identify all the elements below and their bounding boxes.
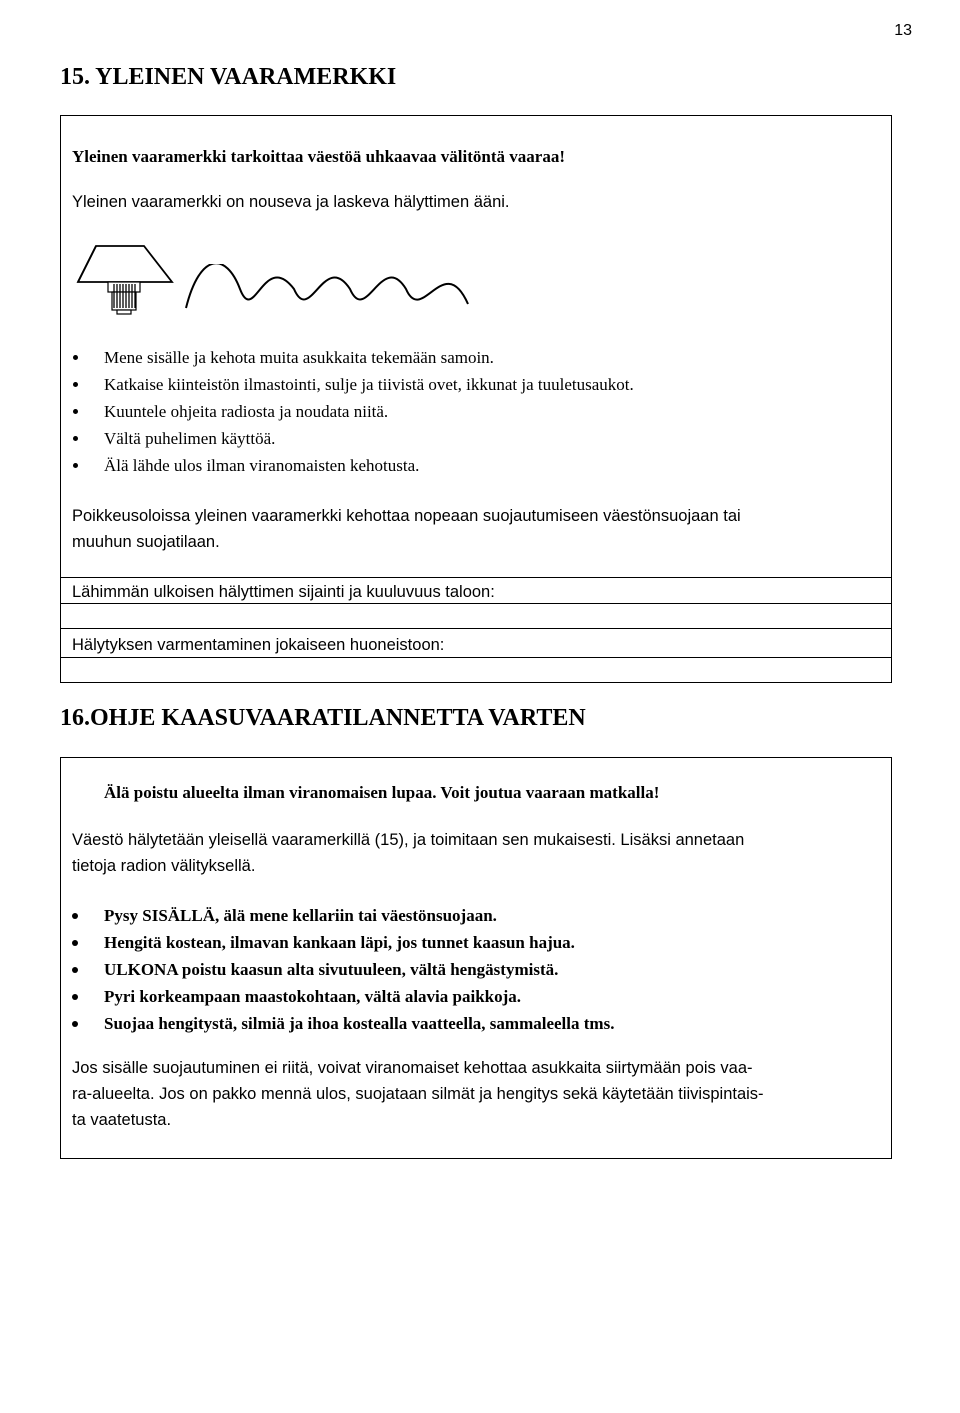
list-item: Pyri korkeampaan maastokohtaan, vältä alavia paikkoja. <box>62 983 614 1010</box>
list-item: Hengitä kostean, ilmavan kankaan läpi, jos tunnet kaasun hajua. <box>62 929 614 956</box>
list-item: Kuuntele ohjeita radiosta ja noudata niitä. <box>62 398 634 425</box>
section-16-warning: Älä poistu alueelta ilman viranomaisen lupaa. Voit joutua vaaraan matkalla! <box>104 783 660 802</box>
section-16-closing-line-2: ra-alueelta. Jos on pakko mennä ulos, suojataan silmät ja hengitys sekä käytetään tiivispintais- <box>72 1085 764 1103</box>
section-16-closing-line-1: Jos sisälle suojautuminen ei riitä, voivat viranomaiset kehottaa asukkaita siirtymään pois vaa- <box>72 1059 753 1077</box>
list-item: Mene sisälle ja kehota muita asukkaita tekemään samoin. <box>62 344 634 371</box>
section-16-closing-line-3: ta vaatetusta. <box>72 1111 172 1129</box>
section-15-exception-line-2: muuhun suojatilaan. <box>72 533 220 551</box>
section-15-intro-regular: Yleinen vaaramerkki on nouseva ja laskeva hälyttimen ääni. <box>72 193 510 211</box>
section-15-intro-bold: Yleinen vaaramerkki tarkoittaa väestöä uhkaavaa välitöntä vaaraa! <box>72 147 565 166</box>
divider <box>60 628 892 629</box>
divider <box>60 577 892 578</box>
section-15-title: 15. YLEINEN VAARAMERKKI <box>60 64 397 90</box>
section-15-bullet-list <box>62 344 634 479</box>
section-16-title: 16.OHJE KAASUVAARATILANNETTA VARTEN <box>60 705 586 731</box>
section-15-exception-line-1: Poikkeusoloissa yleinen vaaramerkki kehottaa nopeaan suojautumiseen väestönsuojaan tai <box>72 507 741 525</box>
section-16-info-line-2: tietoja radion välityksellä. <box>72 857 256 875</box>
section-16-bullet-list <box>62 902 614 1037</box>
siren-icon <box>76 244 176 320</box>
alarm-verification-line <box>60 657 892 658</box>
list-item: Suojaa hengitystä, silmiä ja ihoa kostealla vaatteella, sammaleella tms. <box>62 1010 614 1037</box>
list-item: Älä lähde ulos ilman viranomaisten kehotusta. <box>62 452 634 479</box>
list-item: Pysy SISÄLLÄ, älä mene kellariin tai väestönsuojaan. <box>62 902 614 929</box>
list-item: Vältä puhelimen käyttöä. <box>62 425 634 452</box>
wave-signal-icon <box>182 264 476 314</box>
list-item: Katkaise kiinteistön ilmastointi, sulje ja tiivistä ovet, ikkunat ja tuuletusaukot. <box>62 371 634 398</box>
siren-location-label: Lähimmän ulkoisen hälyttimen sijainti ja kuuluvuus taloon: <box>72 583 495 601</box>
page-number: 13 <box>894 22 912 39</box>
list-item: ULKONA poistu kaasun alta sivutuuleen, vältä hengästymistä. <box>62 956 614 983</box>
alarm-verification-label: Hälytyksen varmentaminen jokaiseen huoneistoon: <box>72 636 445 654</box>
siren-location-line <box>60 603 892 604</box>
section-16-info-line-1: Väestö hälytetään yleisellä vaaramerkillä (15), ja toimitaan sen mukaisesti. Lisäksi annetaan <box>72 831 745 849</box>
